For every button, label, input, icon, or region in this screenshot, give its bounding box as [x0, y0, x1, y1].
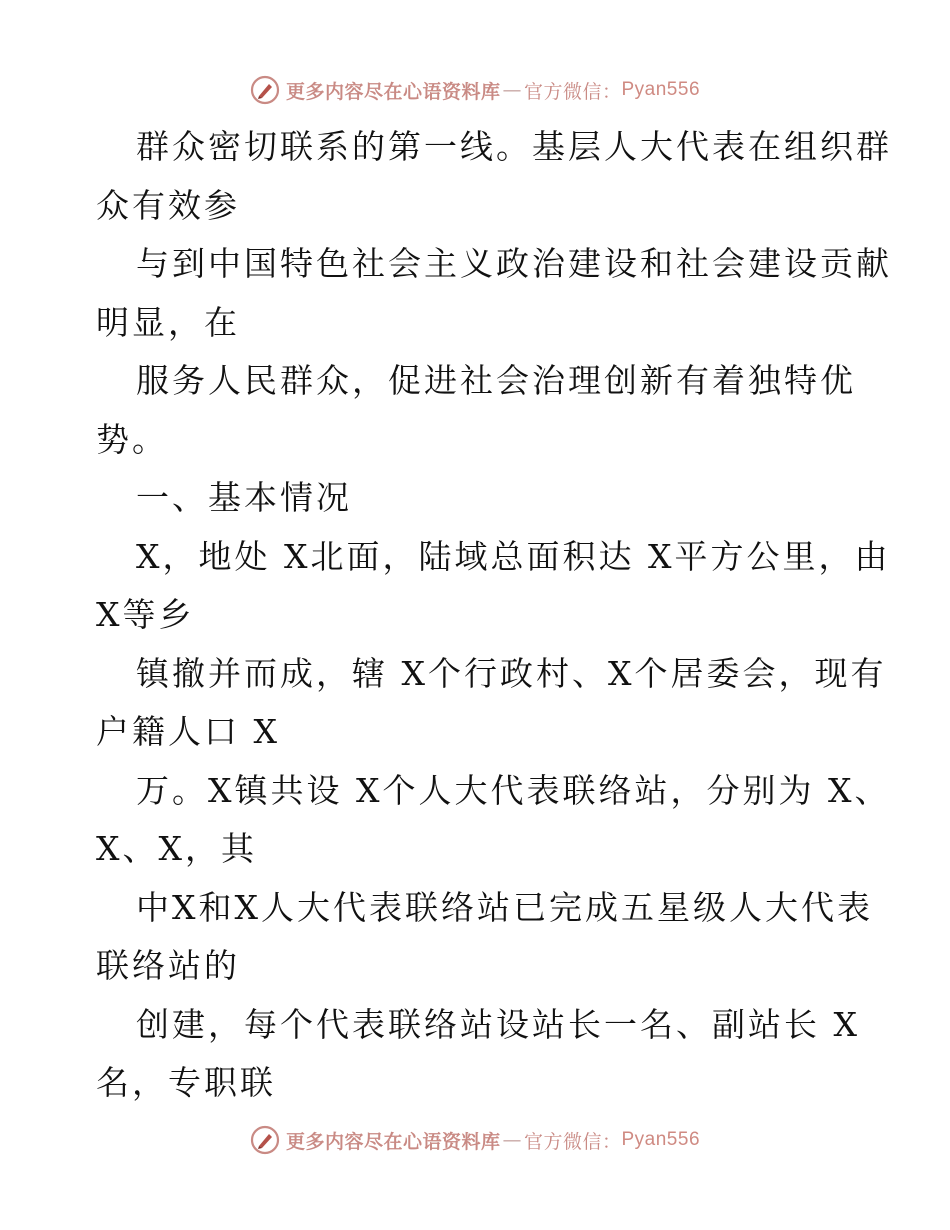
banner-wechat-label: 官方微信： — [523, 80, 622, 103]
document-body — [96, 118, 892, 1113]
section-heading: 一、基本情况 — [136, 478, 352, 517]
banner-wechat-label: 官方微信： — [523, 1130, 622, 1153]
banner-separator: — — [502, 79, 522, 101]
banner-text: 更多内容尽在心语资料库 — [285, 1130, 501, 1153]
text-line: 万。X镇共设 X个人大代表联络站，分别为 X、 — [136, 770, 891, 810]
text-line: 名，专职联 — [96, 1063, 276, 1102]
pen-logo-icon — [250, 75, 280, 105]
text-line: 联络站的 — [96, 946, 240, 985]
text-line: 服务人民群众，促进社会治理创新有着独特优 — [136, 361, 856, 400]
banner-wechat-id: Pyan556 — [621, 79, 701, 100]
text-line: 与到中国特色社会主义政治建设和社会建设贡献 — [136, 244, 892, 283]
text-line: 中X和X人大代表联络站已完成五星级人大代表 — [136, 887, 873, 927]
text-line: X、X，其 — [96, 829, 257, 868]
banner-separator: — — [502, 1129, 522, 1151]
text-line: 创建，每个代表联络站设站长一名、副站长 X — [136, 1004, 860, 1044]
text-line: 户籍人口 X — [96, 712, 280, 751]
text-line: 势。 — [96, 419, 168, 459]
text-line: 镇撤并而成，辖 X个行政村、X个居委会，现有 — [136, 653, 887, 693]
banner-text: 更多内容尽在心语资料库 — [285, 80, 501, 103]
text-line: X等乡 — [96, 595, 195, 634]
header-banner — [0, 70, 950, 110]
banner-wechat-id: Pyan556 — [621, 1129, 701, 1150]
footer-banner — [0, 1120, 950, 1160]
pen-logo-icon — [250, 1125, 280, 1155]
text-line: X，地处 X北面，陆域总面积达 X平方公里，由 — [136, 536, 891, 576]
text-line: 明显，在 — [96, 302, 240, 342]
text-line: 众有效参 — [96, 185, 240, 225]
text-line: 群众密切联系的第一线。基层人大代表在组织群 — [136, 127, 892, 166]
